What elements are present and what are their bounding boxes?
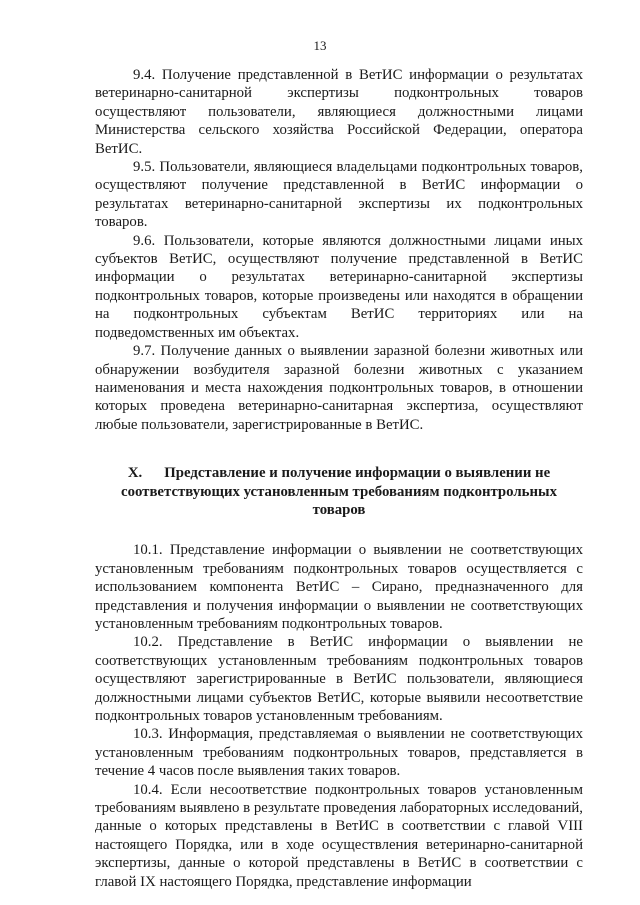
paragraph-9-7: 9.7. Получение данных о выявлении заразной болезни животных или обнаружении возбудителя заразной болезни животных с указанием наименования и места нахождения подконтрольных товаров, в отношении которых проведена ветеринарно-санитарная экспертиза, осуществляют любые пользователи, зарегистрированные в ВетИС. [95,343,583,433]
paragraph-10-1: 10.1. Представление информации о выявлении не соответствующих установленным требованиям подконтрольных товаров осуществляется с использованием компонента ВетИС – Сирано, предназначенного для представления и получения информации о выявлении не соответствующих установленным требованиям подконтрольных товаров. [95,542,583,632]
paragraph-10-3: 10.3. Информация, представляемая о выявлении не соответствующих установленным требованиям подконтрольных товаров, представляется в течение 4 часов после выявления таких товаров. [95,726,583,780]
page-number: 13 [313,38,327,53]
document-body [95,66,583,891]
section-title: Представление и получение информации о выявлении не соответствующих установленным требованиям подконтрольных товаров [121,465,557,518]
paragraph-9-6: 9.6. Пользователи, которые являются должностными лицами иных субъектов ВетИС, осуществляют получение представленной в ВетИС информации о результатах ветеринарно-санитарной экспертизы подконтрольных товаров, которые произведены или находятся в обращении на подконтрольных субъектам ВетИС территориях или на подведомственных им объектах. [95,232,583,341]
paragraph-10-4: 10.4. Если несоответствие подконтрольных товаров установленным требованиям выявлено в результате проведения лабораторных исследований, данные о которых представлены в ВетИС в соответствии с главой VIII настоящего Порядка, или в ходе осуществления ветеринарно-санитарной экспертизы, данные о которой представлены в ВетИС в соответствии с главой IX настоящего Порядка, представление информации [95,781,583,890]
paragraph-10-2: 10.2. Представление в ВетИС информации о выявлении не соответствующих установленным требованиям подконтрольных товаров осуществляют зарегистрированные в ВетИС пользователи, являющиеся должностными лицами субъектов ВетИС, которые выявили несоответствие подконтрольных товаров установленным требованиям. [95,634,583,724]
section-number: X. [127,465,143,482]
section-heading-10 [95,464,583,519]
paragraph-9-4: 9.4. Получение представленной в ВетИС информации о результатах ветеринарно-санитарной экспертизы подконтрольных товаров осуществляют пользователи, являющиеся должностными лицами Министерства сельского хозяйства Российской Федерации, оператора ВетИС. [95,67,583,157]
paragraph-9-5: 9.5. Пользователи, являющиеся владельцами подконтрольных товаров, осуществляют получение представленной в ВетИС информации о результатах ветеринарно-санитарной экспертизы их подконтрольных товаров. [95,159,583,231]
